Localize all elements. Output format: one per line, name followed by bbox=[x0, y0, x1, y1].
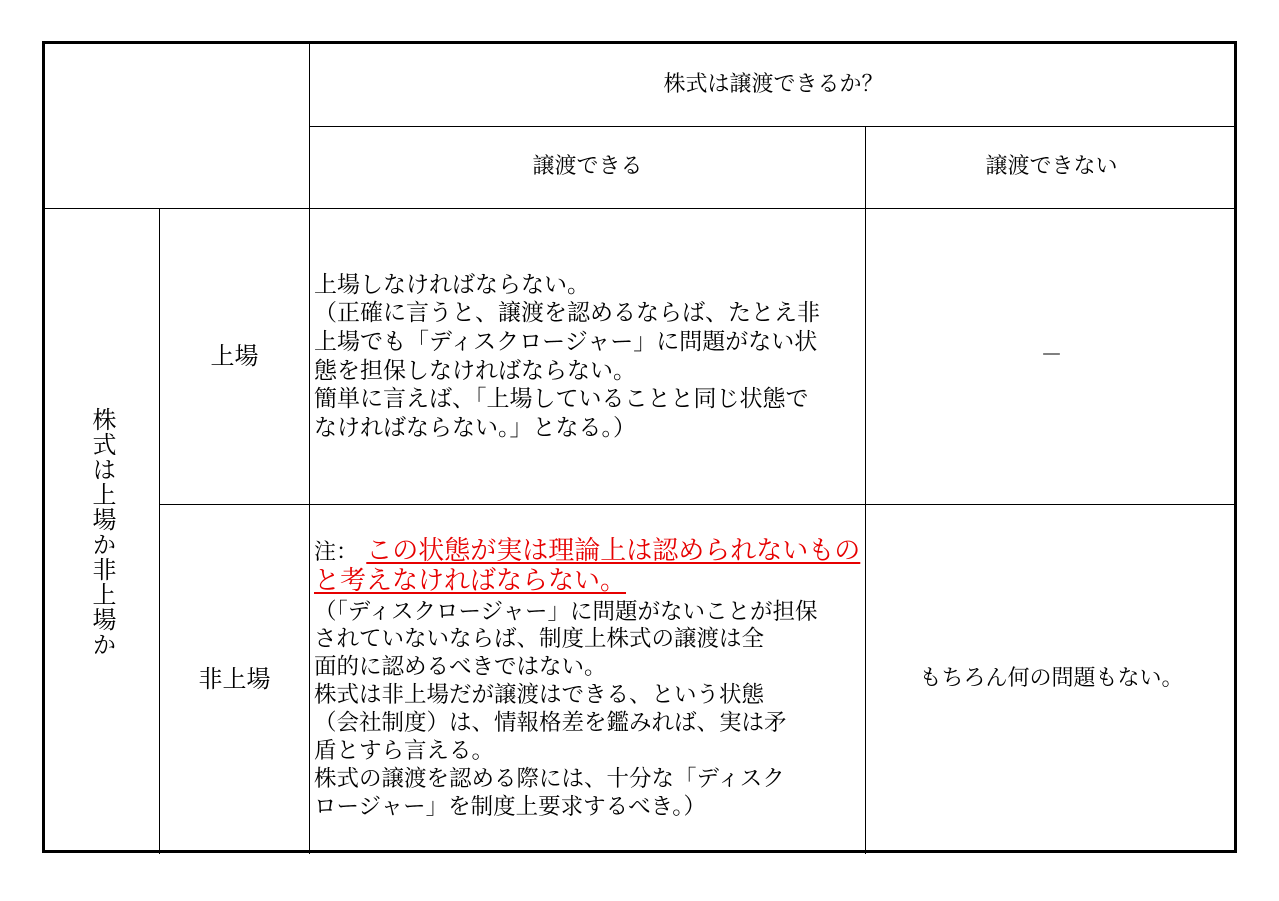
cell-listed-not-transferable bbox=[866, 209, 1237, 505]
column-group-label: 株式は譲渡できるか？ bbox=[663, 71, 884, 97]
note-emphasis: この状態が実は理論上は認められないものと考えなければならない。 bbox=[314, 536, 861, 596]
note-prefix: 注： bbox=[314, 540, 359, 566]
cell-unlisted-not-transferable bbox=[866, 505, 1237, 854]
cell-unlisted-transferable-text: （「ディスクロージャー」に問題がないことが担保 されていないならば、制度上株式の譲渡は全 面的に認めるべきではない。 株式は非上場だが譲渡はできる、という状態 （会社制度）は、情報格差を鑑みれば、実は矛 盾とすら言える。 株式の譲渡を認める際には、十分な「ディスク ロージャー」を制度上要求するべき。） bbox=[314, 598, 818, 820]
row-header-listed-label: 上場 bbox=[210, 342, 259, 371]
column-group-header bbox=[310, 44, 1237, 127]
row-group-header bbox=[45, 209, 160, 854]
stock-transfer-matrix bbox=[42, 41, 1237, 853]
cell-listed-transferable bbox=[310, 209, 866, 505]
cell-listed-transferable-text: 上場しなければならない。 （正確に言うと、譲渡を認めるならば、たとえ非 上場でも「ディスクロージャー」に問題がない状 態を担保しなければならない。 簡単に言えば、「上場していることと同じ状態で なければならない。」となる。） bbox=[314, 271, 820, 441]
cell-unlisted-transferable bbox=[310, 505, 866, 854]
column-header-not-transferable-label: 譲渡できない bbox=[985, 154, 1118, 180]
row-header-listed bbox=[160, 209, 310, 505]
note-line bbox=[314, 537, 861, 596]
corner-cell bbox=[45, 44, 310, 209]
cell-listed-not-transferable-text: － bbox=[1040, 343, 1063, 369]
row-group-label: 株式は上場か非上場か bbox=[88, 406, 116, 657]
row-header-unlisted-label: 非上場 bbox=[198, 665, 271, 694]
row-header-unlisted bbox=[160, 505, 310, 854]
column-header-transferable-label: 譲渡できる bbox=[532, 154, 643, 180]
column-header-not-transferable bbox=[866, 127, 1237, 209]
column-header-transferable bbox=[310, 127, 866, 209]
cell-unlisted-not-transferable-text: もちろん何の問題もない。 bbox=[919, 666, 1184, 692]
